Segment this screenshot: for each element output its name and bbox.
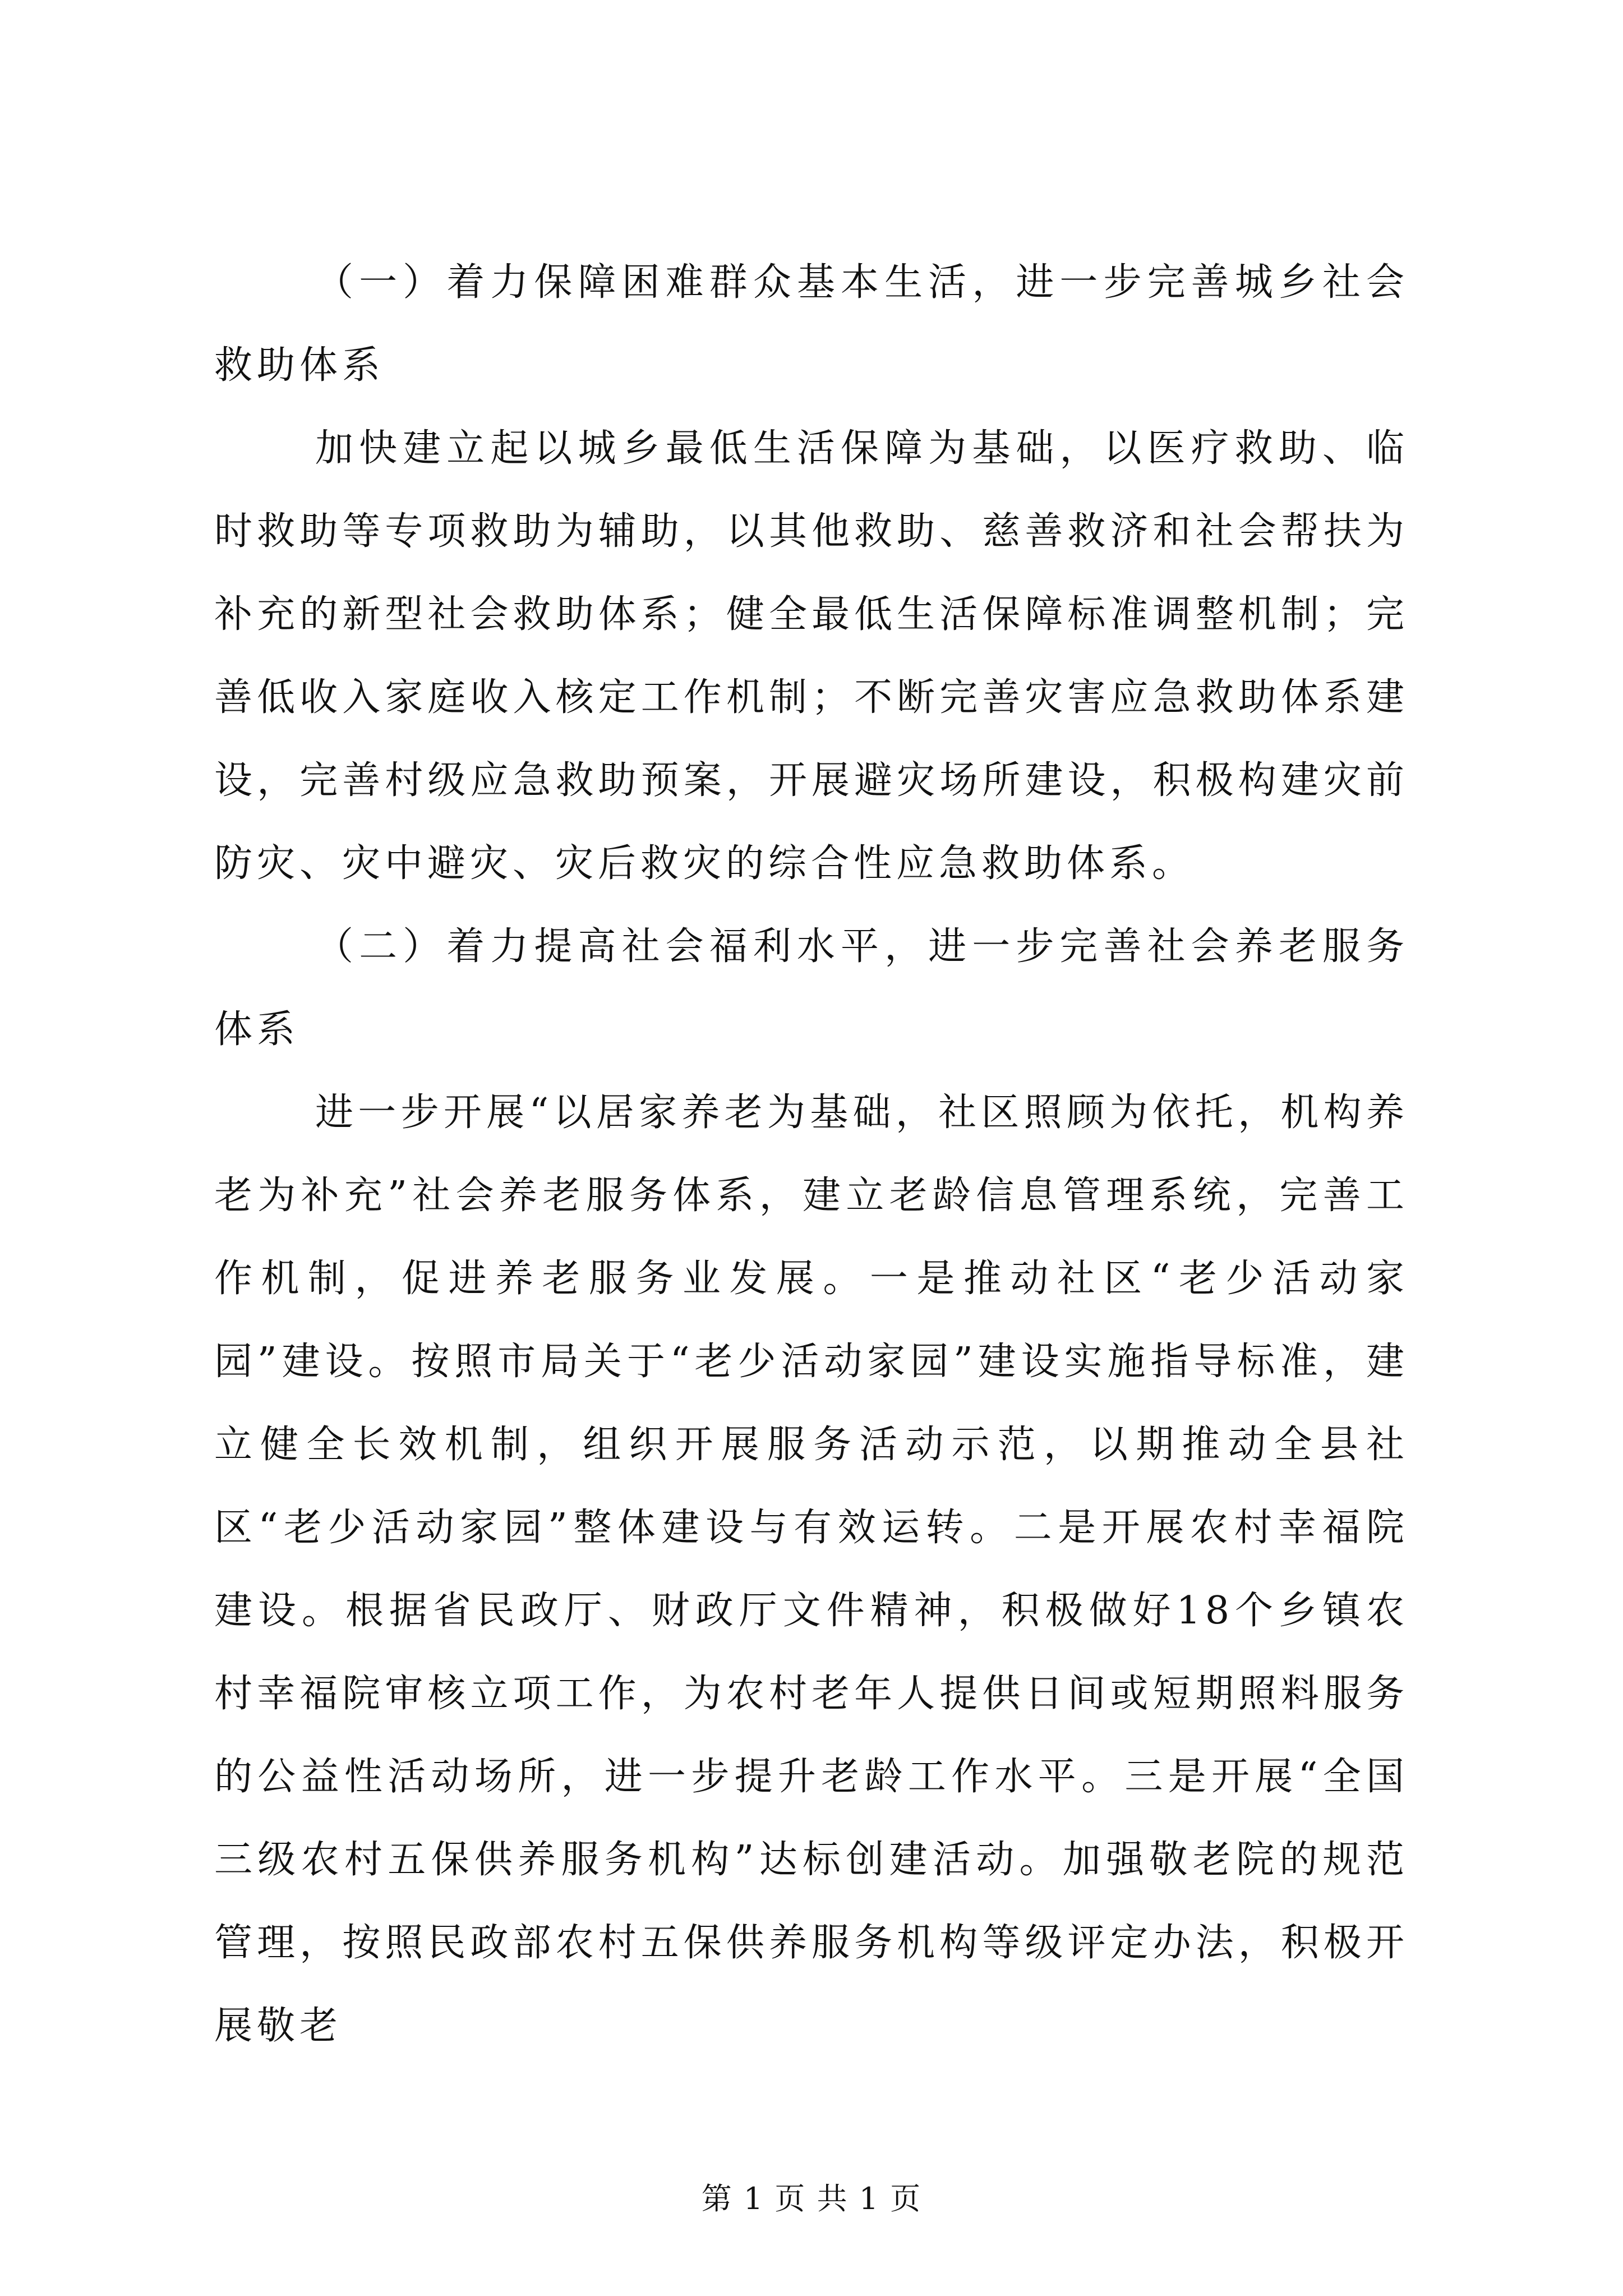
section-2-heading: （二）着力提高社会福利水平，进一步完善社会养老服务体系 bbox=[214, 924, 1409, 1052]
section-1-heading: （一）着力保障困难群众基本生活，进一步完善城乡社会救助体系 bbox=[214, 260, 1409, 388]
section-1-paragraph: 加快建立起以城乡最低生活保障为基础，以医疗救助、临时救助等专项救助为辅助，以其他救助、慈善救济和社会帮扶为补充的新型社会救助体系；健全最低生活保障标准调整机制；完善低收入家庭收入核定工作机制；不断完善灾害应急救助体系建设，完善村级应急救助预案，开展避灾场所建设，积极构建灾前防灾、灾中避灾、灾后救灾的综合性应急救助体系。 bbox=[214, 426, 1409, 886]
section-2-paragraph: 进一步开展“以居家养老为基础，社区照顾为依托，机构养老为补充”社会养老服务体系，建立老龄信息管理系统，完善工作机制，促进养老服务业发展。一是推动社区“老少活动家园”建设。按照市局关于“老少活动家园”建设实施指导标准，建立健全长效机制，组织开展服务活动示范，以期推动全县社区“老少活动家园”整体建设与有效运转。二是开展农村幸福院建设。根据省民政厅、财政厅文件精神，积极做好18个乡镇农村幸福院审核立项工作，为农村老年人提供日间或短期照料服务的公益性活动场所，进一步提升老龄工作水平。三是开展“全国三级农村五保供养服务机构”达标创建活动。加强敬老院的规范管理，按照民政部农村五保供养服务机构等级评定办法，积极开展敬老 bbox=[214, 1091, 1409, 2048]
page-footer: 第 1 页 共 1 页 bbox=[701, 2181, 922, 2216]
document-body bbox=[214, 241, 1409, 2068]
